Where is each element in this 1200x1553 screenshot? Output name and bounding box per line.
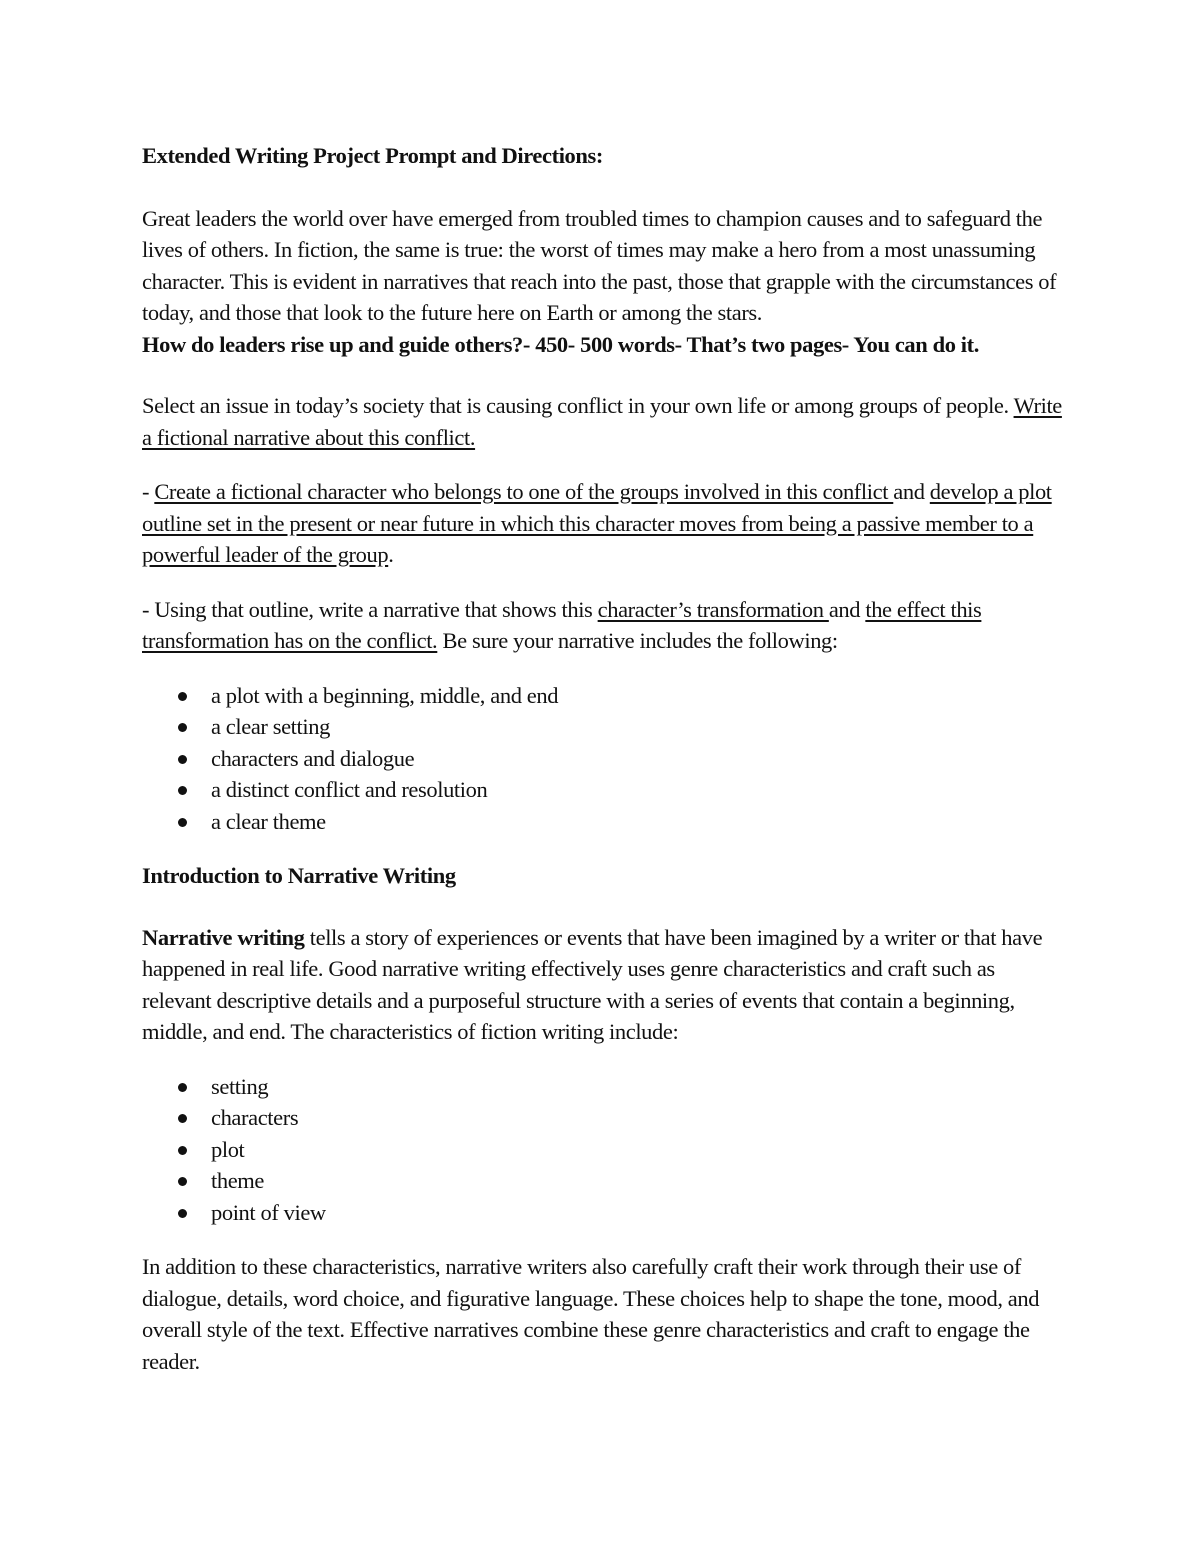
bullet-icon [178,1114,187,1123]
narrative-definition-text: tells a story of experiences or events that have been imagined by a writer or that have happened in real life. Good narrative writing effectively uses genre characteristics and craft such as relevant descriptive details and a purposeful structure with a series of events that contain a beginning, middle, and end. The characteristics of fiction writing include: [142,924,1043,1044]
narrative-writing-term: Narrative writing [142,924,305,950]
list-item: setting [211,1071,1067,1103]
bullet-icon [178,723,187,732]
step-create-character [142,476,1067,571]
step2-text: - Using that outline, write a narrative that shows this [142,596,598,622]
step1-and: and [893,479,930,504]
list-item: plot [211,1134,1067,1166]
bullet-icon [178,755,187,764]
step2-and: and [828,596,866,622]
plot-outline-instruction: develop a plot outline set in the present or near future in which this character moves from being a passive member to a powerful leader of the group [142,479,1052,567]
write-narrative-instruction: Write a fictional narrative about this conflict. [142,393,1062,450]
bullet-icon [178,1083,187,1092]
step1-period: . [388,542,394,567]
list-item: a clear theme [211,806,1067,838]
bullet-icon [178,1146,187,1155]
narrative-definition-paragraph [142,922,1067,1048]
list-item: a distinct conflict and resolution [211,774,1067,806]
effect-phrase: the effect this transformation has on the conflict. [142,596,982,653]
bullet-icon [178,818,187,827]
step-write-narrative [142,594,1067,657]
list-item: characters and dialogue [211,743,1067,775]
step1-dash: - [142,479,155,504]
bullet-icon [178,786,187,795]
closing-paragraph: In addition to these characteristics, narrative writers also carefully craft their work through their use of dialogue, details, word choice, and figurative language. These choices help to shape the tone, mood, and overall style of the text. Effective narratives combine these genre characteristics and craft to engage the reader. [142,1254,1040,1374]
guiding-question: How do leaders rise up and guide others?- 450- 500 words- That’s two pages- You can do it. [142,331,979,357]
requirements-list [142,680,1067,838]
document-page [142,140,1067,1377]
step2-suffix: Be sure your narrative includes the following: [437,628,838,653]
characteristics-list [142,1071,1067,1229]
bullet-icon [178,1177,187,1186]
bullet-icon [178,692,187,701]
transformation-phrase: character’s transformation [597,596,829,622]
list-item: a clear setting [211,711,1067,743]
list-item: theme [211,1165,1067,1197]
list-item: a plot with a beginning, middle, and end [211,680,1067,712]
bullet-icon [178,1209,187,1218]
select-issue-text: Select an issue in today’s society that is causing conflict in your own life or among groups of people. [142,393,1014,418]
intro-paragraph: Great leaders the world over have emerged from troubled times to champion causes and to safeguard the lives of others. In fiction, the same is true: the worst of times may make a hero from a most unassuming character. This is evident in narratives that reach into the past, those that grapple with the circumstances of today, and those that look to the future here on Earth or among the stars. [142,205,1057,325]
select-issue-paragraph [142,390,1067,453]
create-character-instruction: Create a fictional character who belongs to one of the groups involved in this conflict [154,479,894,504]
list-item: point of view [211,1197,1067,1229]
list-item: characters [211,1102,1067,1134]
project-heading: Extended Writing Project Prompt and Directions: [142,143,603,168]
narrative-intro-heading: Introduction to Narrative Writing [142,863,456,888]
